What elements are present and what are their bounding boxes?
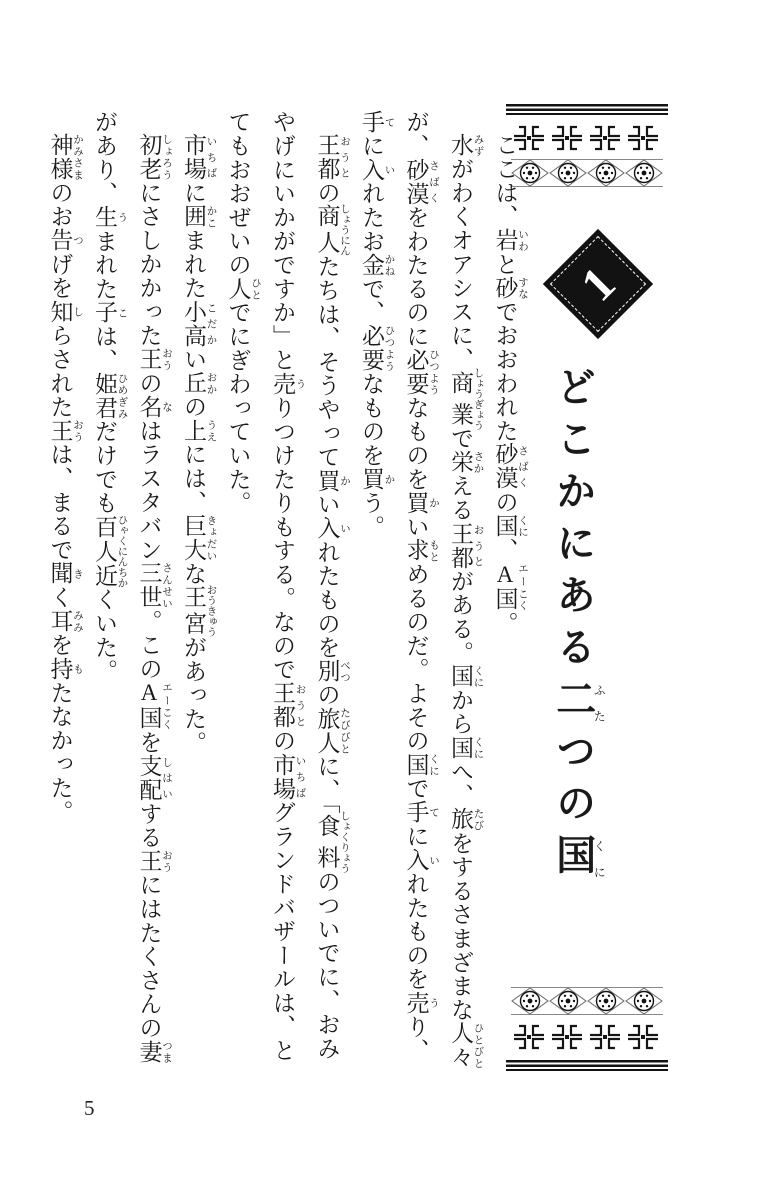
text-line: やげにいかがですか」と売 うりつけたりもする。なので王都 おうとの市場 いちばグランドバザールは、と: [270, 110, 306, 1063]
text-line: が、砂漠 さばくをわたるのに必要 ひつようなものを買 かい求 もとめるのだ。よその国 くにで手 てに入 いれたものを売 うり、: [403, 110, 439, 1063]
triple-rule-icon: [506, 1060, 668, 1071]
triple-rule-icon: [506, 104, 668, 115]
chapter-number-diamond: [543, 229, 653, 339]
text-line: てもおおぜいの人 ひとでにぎわっていた。: [225, 110, 261, 515]
page-number: 5: [84, 1096, 95, 1120]
diamond-dashed-border-icon: [550, 236, 646, 332]
text-line: ここは、岩 いわと砂 すなでおおわれた砂漠 さばくの国 くに、A エー国 こく。: [492, 133, 528, 635]
chapter-number: 1: [570, 256, 626, 312]
floral-medallion-band-icon: [506, 986, 668, 1016]
text-line: があり、生 うまれた子 こは、姫君 ひめぎみだけでも百人近 ひゃくにんちかくいた。: [92, 110, 128, 683]
body-text: [39, 110, 529, 1130]
text-line: 手 てに入 いれたお金 かねで、必要 ひつようなものを買 かう。: [359, 110, 395, 539]
text-line: 初老 しょろうにさしかかった王 おうの名 なはラスタバン三世 さんせい。このA エー国 こくを支配 しはいする王 おうにはたくさんの妻 つま: [136, 133, 172, 1064]
text-line: 神様 かみさまのお告 つげを知 しらされた王 おうは、まるで聞 きく耳 みみを持 もたなかった。: [47, 133, 83, 824]
text-line: 市場 いちばに囲 かこまれた小高 こだかい丘 おかの上 うえには、巨大 きょだいな王宮 おうきゅうがあった。: [181, 133, 217, 755]
decorative-border-bottom: [506, 986, 668, 1071]
greek-key-pattern-icon: [506, 1020, 668, 1054]
greek-key-pattern-icon: [506, 121, 668, 155]
text-line: 水 みずがわくオアシスに、商業 しょうぎょうで栄 さかえる王都 おうとがある。国 くにから国 くにへ、旅 たびをするさまざまな人々 ひとびと: [448, 133, 484, 1070]
text-line: 王都 おうとの商人 しょうにんたちは、そうやって買 かい入 いれたものを別 べつの旅人 たびびとに、「食料 しょくりょうのついでに、おみ: [314, 133, 350, 1060]
chapter-title: どこかにある二ふたつの国くに: [550, 366, 607, 886]
floral-medallion-band-icon: [506, 158, 668, 188]
decorative-border-top: [506, 104, 668, 188]
